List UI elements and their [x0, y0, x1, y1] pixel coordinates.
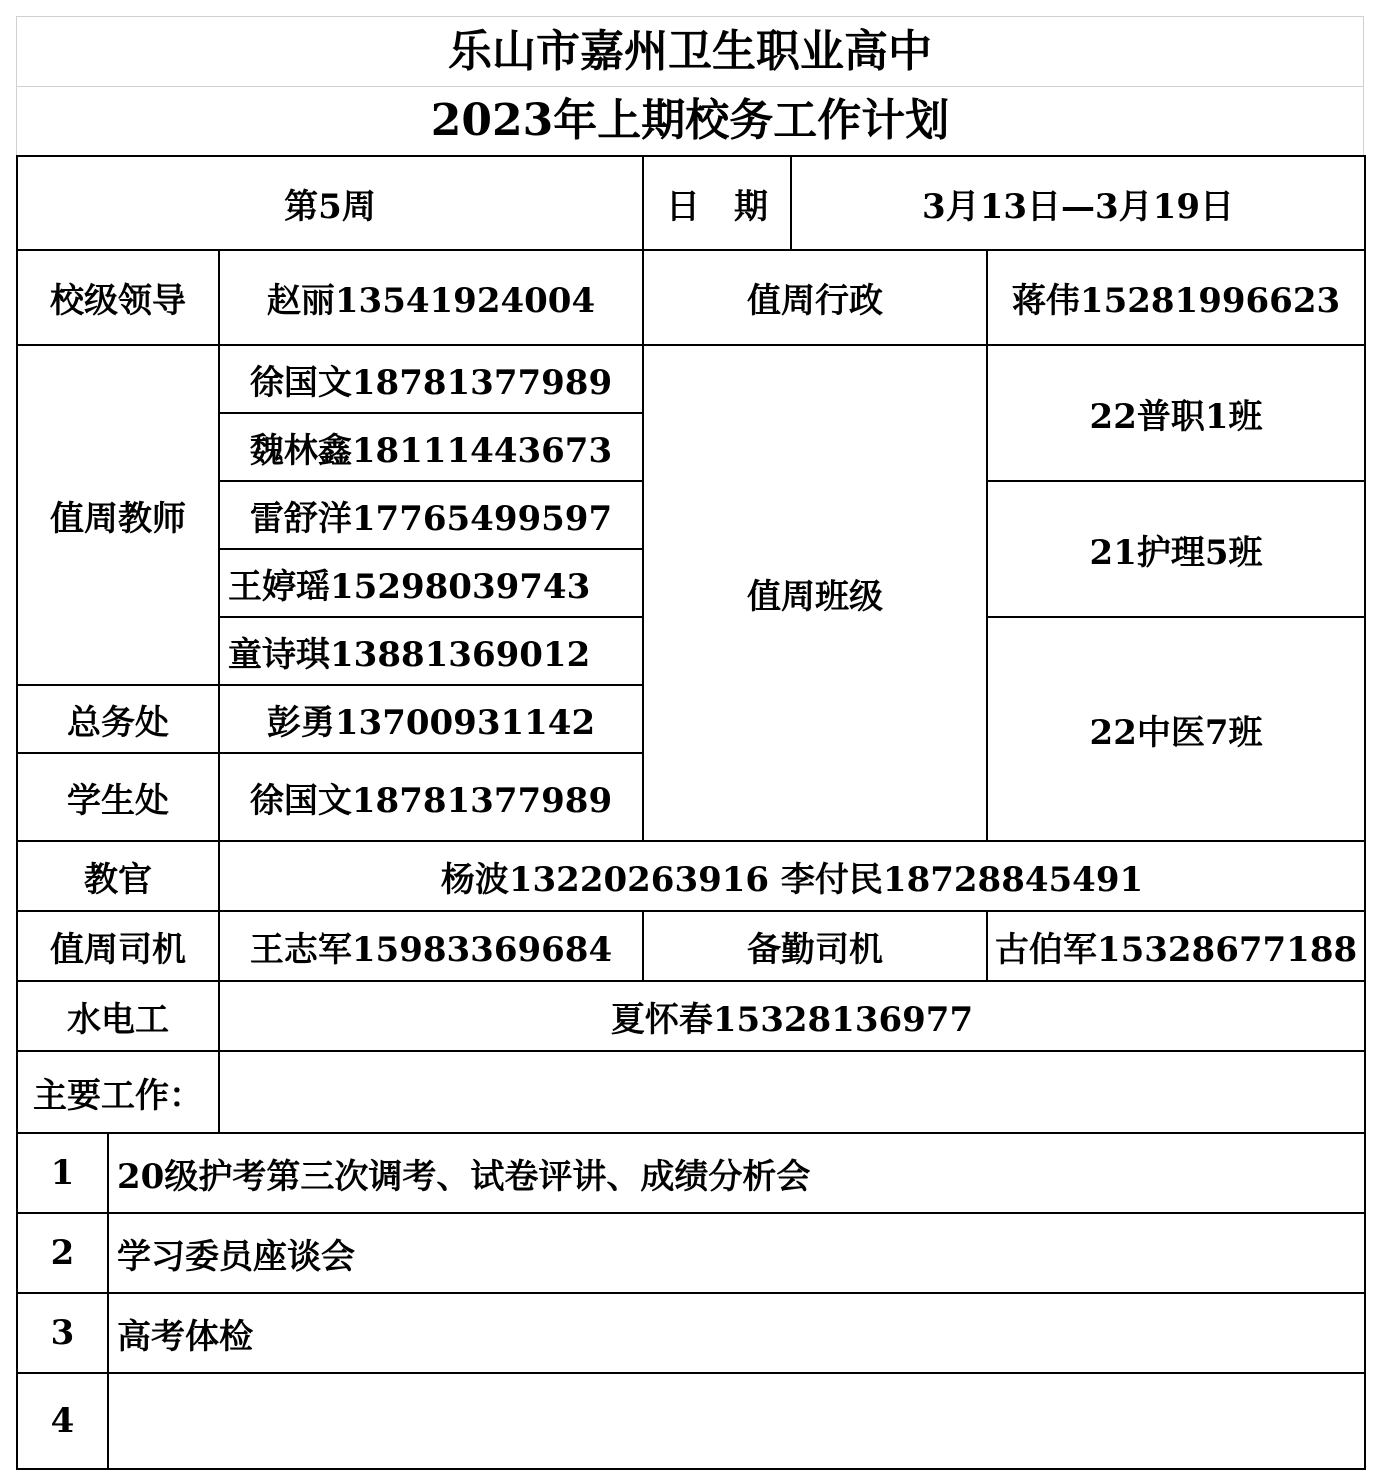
duty-admin-label: 值周行政 — [643, 250, 987, 345]
backup-driver-label: 备勤司机 — [643, 911, 987, 981]
instructors-value: 杨波13220263916 李付民18728845491 — [219, 841, 1365, 911]
schedule-table — [16, 155, 1366, 1470]
task-text: 高考体检 — [108, 1293, 1365, 1373]
duty-class: 21护理5班 — [987, 481, 1365, 617]
task-number: 2 — [17, 1213, 108, 1293]
duty-driver-label: 值周司机 — [17, 911, 219, 981]
date-range: 3月13日—3月19日 — [791, 156, 1365, 250]
main-work-label: 主要工作： — [17, 1051, 219, 1133]
general-affairs-label: 总务处 — [17, 685, 219, 753]
duty-class: 22中医7班 — [987, 617, 1365, 841]
school-name: 乐山市嘉州卫生职业高中 — [448, 26, 932, 77]
date-label: 日 期 — [643, 156, 791, 250]
duty-driver-value: 王志军15983369684 — [219, 911, 643, 981]
duty-classes-label: 值周班级 — [643, 345, 987, 841]
duty-teachers-label: 值周教师 — [17, 345, 219, 685]
duty-teacher: 雷舒洋17765499597 — [219, 481, 643, 549]
plan-title: 2023年上期校务工作计划 — [430, 95, 950, 146]
title-block — [16, 16, 1364, 155]
school-leader-value: 赵丽13541924004 — [219, 250, 643, 345]
task-text: 20级护考第三次调考、试卷评讲、成绩分析会 — [108, 1133, 1365, 1213]
task-number: 3 — [17, 1293, 108, 1373]
duty-teacher: 童诗琪13881369012 — [219, 617, 643, 685]
duty-teacher: 徐国文18781377989 — [219, 345, 643, 413]
task-number: 4 — [17, 1373, 108, 1469]
backup-driver-value: 古伯军15328677188 — [987, 911, 1365, 981]
school-leader-label: 校级领导 — [17, 250, 219, 345]
duty-class: 22普职1班 — [987, 345, 1365, 481]
electrician-label: 水电工 — [17, 981, 219, 1051]
main-work-empty — [219, 1051, 1365, 1133]
electrician-value: 夏怀春15328136977 — [219, 981, 1365, 1051]
student-affairs-value: 徐国文18781377989 — [219, 753, 643, 841]
instructors-label: 教官 — [17, 841, 219, 911]
student-affairs-label: 学生处 — [17, 753, 219, 841]
duty-teacher: 魏林鑫18111443673 — [219, 413, 643, 481]
week-label: 第5周 — [17, 156, 643, 250]
task-number: 1 — [17, 1133, 108, 1213]
task-text: 学习委员座谈会 — [108, 1213, 1365, 1293]
duty-teacher: 王婷瑶15298039743 — [219, 549, 643, 617]
duty-admin-value: 蒋伟15281996623 — [987, 250, 1365, 345]
task-text — [108, 1373, 1365, 1469]
general-affairs-value: 彭勇13700931142 — [219, 685, 643, 753]
